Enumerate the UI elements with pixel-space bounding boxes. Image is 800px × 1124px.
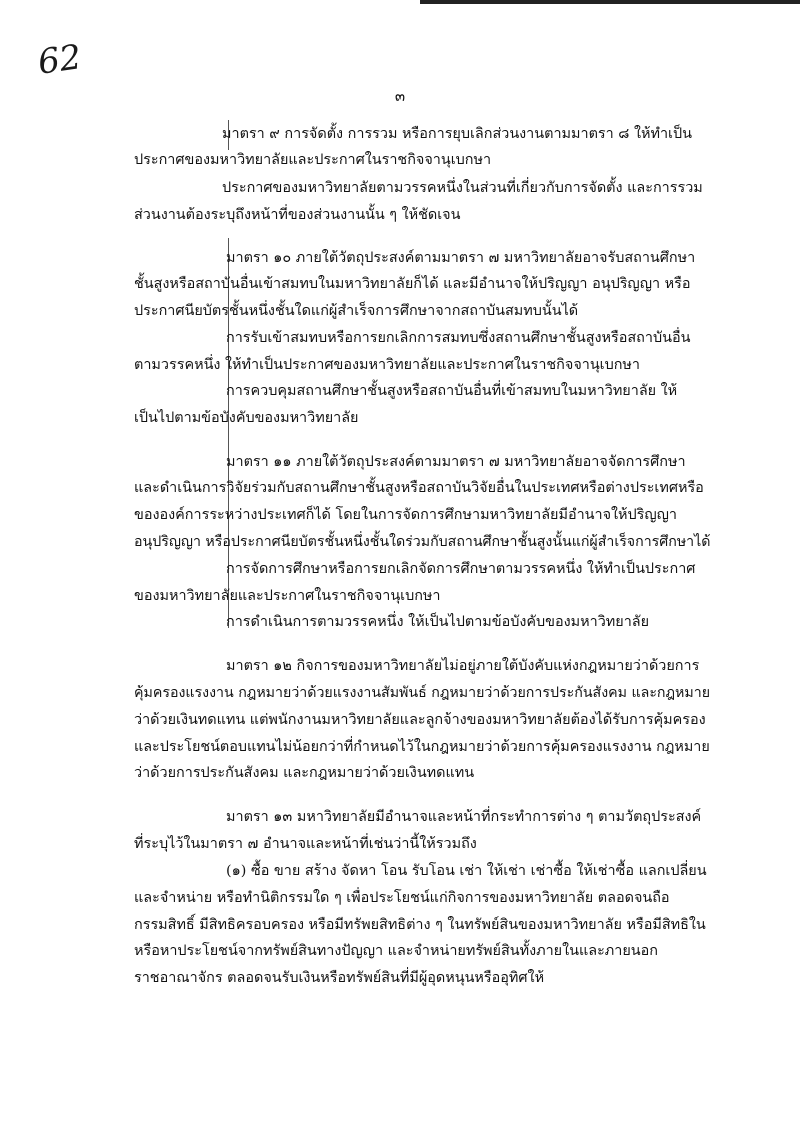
section-10-line-3: ประกาศนียบัตรชั้นหนึ่งชั้นใดแก่ผู้สำเร็จการศึกษาจากสถาบันสมทบนั้นได้ (134, 303, 579, 319)
section-9-line-3: ประกาศของมหาวิทยาลัยตามวรรคหนึ่งในส่วนที่เกี่ยวกับการจัดตั้ง และการรวม (222, 180, 703, 196)
section-10-line-2: ชั้นสูงหรือสถาบันอื่นเข้าสมทบในมหาวิทยาลัยก็ได้ และมีอำนาจให้ปริญญา อนุปริญญา หรือ (134, 276, 691, 292)
section-10-line-5: ตามวรรคหนึ่ง ให้ทำเป็นประกาศของมหาวิทยาลัยและประกาศในราชกิจจานุเบกษา (134, 357, 640, 373)
section-11-line-4: อนุปริญญา หรือประกาศนียบัตรชั้นหนึ่งชั้นใดร่วมกับสถานศึกษาชั้นสูงนั้นแก่ผู้สำเร็จการศึกษาได้ (134, 534, 711, 550)
section-13-line-2: ที่ระบุไว้ในมาตรา ๗ อำนาจและหน้าที่เช่นว่านี้ให้รวมถึง (134, 836, 477, 852)
section-11-line-7: การดำเนินการตามวรรคหนึ่ง ให้เป็นไปตามข้อบังคับของมหาวิทยาลัย (226, 614, 650, 630)
section-9-line-4: ส่วนงานต้องระบุถึงหน้าที่ของส่วนงานนั้น ๆ ให้ชัดเจน (134, 207, 461, 223)
section-11-line-3: ขององค์การระหว่างประเทศก็ได้ โดยในการจัดการศึกษามหาวิทยาลัยมีอำนาจให้ปริญญา (134, 507, 677, 523)
section-11-line-2: และดำเนินการวิจัยร่วมกับสถานศึกษาชั้นสูงหรือสถาบันวิจัยอื่นในประเทศหรือต่างประเทศหรือ (134, 480, 704, 496)
section-11-line-6: ของมหาวิทยาลัยและประกาศในราชกิจจานุเบกษา (134, 588, 441, 604)
section-10-line-6: การควบคุมสถานศึกษาชั้นสูงหรือสถาบันอื่นที่เข้าสมทบในมหาวิทยาลัย ให้ (226, 383, 678, 399)
handwritten-page-mark: 62 (35, 37, 84, 83)
section-13-line-6: หรือหาประโยชน์จากทรัพย์สินทางปัญญา และจำหน่ายทรัพย์สินทั้งภายในและภายนอก (134, 943, 658, 959)
section-12-line-4: และประโยชน์ตอบแทนไม่น้อยกว่าที่กำหนดไว้ในกฎหมายว่าด้วยการคุ้มครองแรงงาน กฎหมาย (134, 739, 710, 755)
section-12-line-5: ว่าด้วยการประกันสังคม และกฎหมายว่าด้วยเงินทดแทน (134, 765, 475, 781)
section-11-line-1: มาตรา ๑๑ ภายใต้วัตถุประสงค์ตามมาตรา ๗ มหาวิทยาลัยอาจจัดการศึกษา (226, 454, 686, 470)
section-12-line-2: คุ้มครองแรงงาน กฎหมายว่าด้วยแรงงานสัมพันธ์ กฎหมายว่าด้วยการประกันสังคม และกฎหมาย (134, 685, 711, 701)
section-11-line-5: การจัดการศึกษาหรือการยกเลิกจัดการศึกษาตามวรรคหนึ่ง ให้ทำเป็นประกาศ (226, 561, 696, 577)
section-13-line-3: (๑) ซื้อ ขาย สร้าง จัดหา โอน รับโอน เช่า ให้เช่า เช่าซื้อ ให้เช่าซื้อ แลกเปลี่ยน (226, 863, 707, 879)
section-12-line-1: มาตรา ๑๒ กิจการของมหาวิทยาลัยไม่อยู่ภายใต้บังคับแห่งกฎหมายว่าด้วยการ (226, 658, 700, 674)
scan-border (420, 0, 800, 4)
section-13-line-4: และจำหน่าย หรือทำนิติกรรมใด ๆ เพื่อประโยชน์แก่กิจการของมหาวิทยาลัย ตลอดจนถือ (134, 890, 670, 906)
section-13-line-1: มาตรา ๑๓ มหาวิทยาลัยมีอำนาจและหน้าที่กระทำการต่าง ๆ ตามวัตถุประสงค์ (226, 809, 702, 825)
section-9-line-1: มาตรา ๙ การจัดตั้ง การรวม หรือการยุบเลิกส่วนงานตามมาตรา ๘ ให้ทำเป็น (222, 126, 692, 142)
section-13-line-5: กรรมสิทธิ์ มีสิทธิครอบครอง หรือมีทรัพยสิทธิต่าง ๆ ในทรัพย์สินของมหาวิทยาลัย หรือมีสิทธิใน (134, 917, 706, 933)
section-10-line-4: การรับเข้าสมทบหรือการยกเลิกการสมทบซึ่งสถานศึกษาชั้นสูงหรือสถาบันอื่น (226, 330, 691, 346)
section-12-line-3: ว่าด้วยเงินทดแทน แต่พนักงานมหาวิทยาลัยและลูกจ้างของมหาวิทยาลัยต้องได้รับการคุ้มครอง (134, 712, 706, 728)
page-number: ๓ (394, 87, 406, 105)
section-10-line-7: เป็นไปตามข้อบังคับของมหาวิทยาลัย (134, 410, 359, 426)
section-9-line-2: ประกาศของมหาวิทยาลัยและประกาศในราชกิจจานุเบกษา (134, 152, 492, 168)
section-13-line-7: ราชอาณาจักร ตลอดจนรับเงินหรือทรัพย์สินที่มีผู้อุดหนุนหรืออุทิศให้ (134, 970, 545, 986)
section-10-line-1: มาตรา ๑๐ ภายใต้วัตถุประสงค์ตามมาตรา ๗ มหาวิทยาลัยอาจรับสถานศึกษา (226, 250, 696, 266)
